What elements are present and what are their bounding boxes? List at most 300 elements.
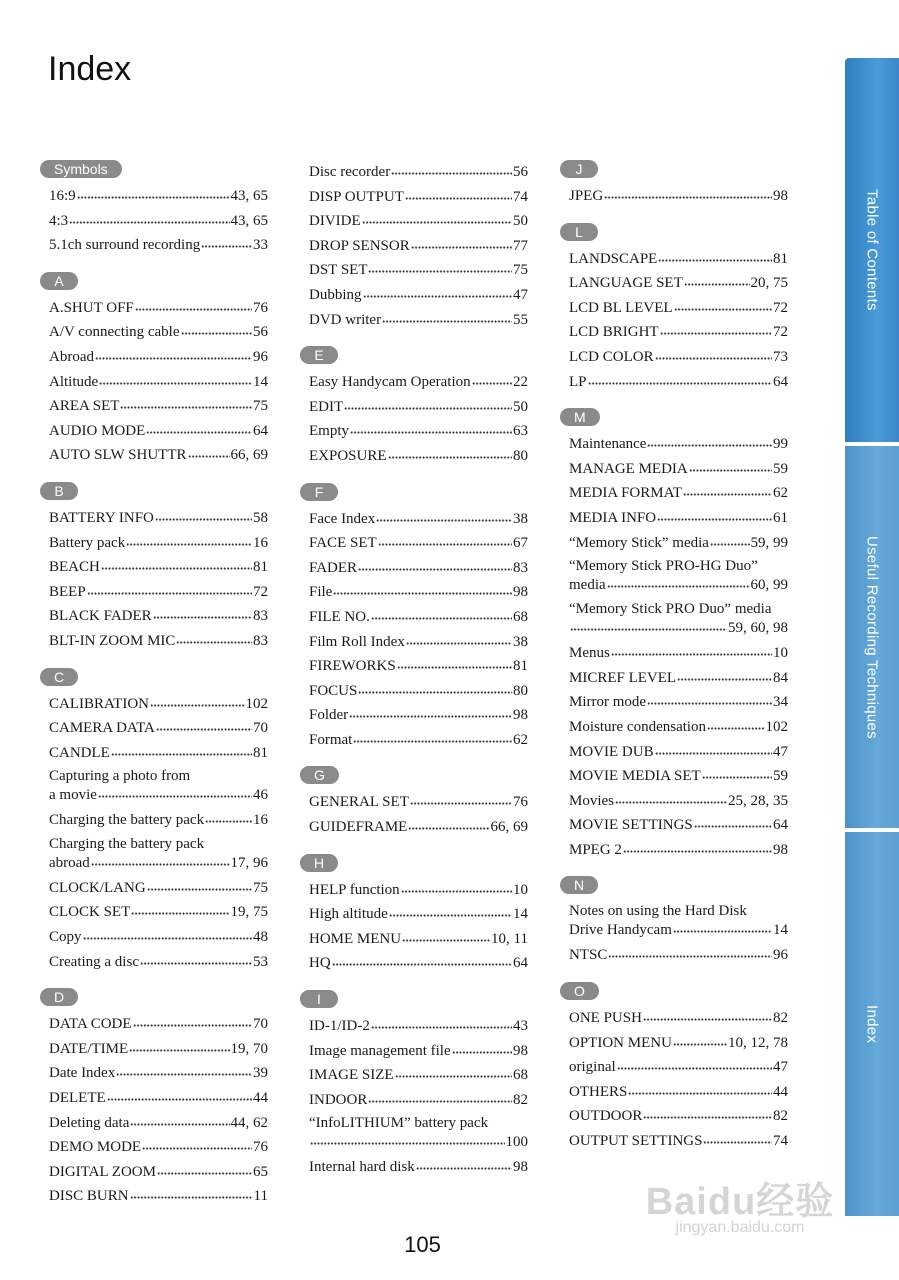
index-entry[interactable] <box>569 247 788 272</box>
index-pages: 80 <box>513 682 528 699</box>
index-term: ID-1/ID-2 <box>309 1018 370 1035</box>
dot-leader <box>397 655 512 669</box>
index-pages: 98 <box>513 707 528 724</box>
index-pages: 74 <box>773 1133 788 1150</box>
index-entry[interactable] <box>49 741 268 766</box>
index-term: BLACK FADER <box>49 608 152 625</box>
index-entry[interactable] <box>309 283 528 308</box>
index-entry[interactable] <box>49 716 268 741</box>
index-pages: 102 <box>245 695 268 712</box>
index-entry[interactable] <box>49 1160 268 1185</box>
section-letter-badge: M <box>560 408 600 426</box>
dot-leader <box>362 210 512 224</box>
index-entry[interactable] <box>309 1014 528 1039</box>
dot-leader <box>410 791 512 805</box>
dot-leader <box>607 575 750 588</box>
dot-leader <box>156 717 252 731</box>
index-pages: 72 <box>253 583 268 600</box>
index-entry[interactable] <box>309 728 528 753</box>
index-pages: 39 <box>253 1065 268 1082</box>
index-entry[interactable] <box>569 370 788 395</box>
index-term: DVD writer <box>309 311 382 328</box>
index-term: 16:9 <box>49 188 76 204</box>
index-entry[interactable] <box>49 876 268 901</box>
index-entry[interactable] <box>309 556 528 581</box>
index-pages: 82 <box>513 1091 528 1108</box>
dot-leader <box>615 790 727 804</box>
index-entry[interactable] <box>49 443 268 468</box>
section-letter-badge: A <box>40 272 78 290</box>
index-term: DISC BURN <box>49 1188 129 1205</box>
dot-leader <box>405 186 512 200</box>
index-entry[interactable] <box>309 1155 528 1180</box>
index-section <box>40 988 268 1209</box>
dot-leader <box>703 1130 772 1144</box>
index-entry[interactable] <box>49 209 268 234</box>
index-term: LCD COLOR <box>569 348 654 365</box>
index-entry[interactable] <box>309 1039 528 1064</box>
index-pages: 59 <box>773 460 788 477</box>
index-entry[interactable] <box>309 605 528 630</box>
index-term: CANDLE <box>49 744 110 761</box>
index-pages: 72 <box>773 324 788 341</box>
index-pages: 64 <box>773 817 788 834</box>
dot-leader <box>402 928 490 942</box>
index-term: DST SET <box>309 262 368 279</box>
index-term: OTHERS <box>569 1083 628 1100</box>
index-term: FACE SET <box>309 535 377 552</box>
index-section <box>300 766 528 839</box>
index-section <box>40 272 268 468</box>
dot-leader <box>611 642 772 656</box>
index-pages: 74 <box>513 188 528 205</box>
index-entry[interactable] <box>569 506 788 531</box>
index-entry[interactable] <box>309 160 528 185</box>
index-term: Menus <box>569 645 610 662</box>
index-pages: 43, 65 <box>230 188 268 204</box>
index-entry[interactable] <box>569 481 788 506</box>
dot-leader <box>176 630 252 644</box>
index-term: DEMO MODE <box>49 1139 142 1156</box>
tab-useful-recording-techniques[interactable] <box>845 446 899 828</box>
index-term: CLOCK SET <box>49 904 131 921</box>
index-term: Charging the battery pack <box>49 812 205 829</box>
index-entry[interactable] <box>49 506 268 531</box>
index-entry[interactable] <box>569 838 788 863</box>
index-pages: 70 <box>253 1016 268 1033</box>
index-entry[interactable] <box>569 740 788 765</box>
index-pages: 65 <box>253 1163 268 1180</box>
index-pages: 60, 99 <box>750 577 788 594</box>
index-term: Copy <box>49 929 82 946</box>
index-entry[interactable] <box>49 1184 268 1209</box>
index-entry[interactable] <box>49 1037 268 1062</box>
index-entry[interactable] <box>569 666 788 691</box>
index-pages: 64 <box>253 422 268 439</box>
index-entry[interactable] <box>569 457 788 482</box>
index-pages: 48 <box>253 929 268 946</box>
index-entry[interactable] <box>309 951 528 976</box>
index-pages: 46 <box>253 787 268 804</box>
index-entry[interactable] <box>569 531 788 556</box>
index-term: Mirror mode <box>569 694 647 711</box>
index-entry[interactable] <box>309 654 528 679</box>
dot-leader <box>358 557 512 571</box>
dot-leader <box>368 1089 512 1103</box>
index-term: JPEG <box>569 188 604 204</box>
index-entry[interactable] <box>49 580 268 605</box>
index-pages: 10, 11 <box>491 930 528 947</box>
index-entry[interactable] <box>49 1012 268 1037</box>
dot-leader <box>371 606 512 620</box>
index-term: MEDIA FORMAT <box>569 485 682 502</box>
index-entry-line2 <box>569 619 788 638</box>
index-pages: 44, 62 <box>230 1114 268 1131</box>
tab-label: Useful Recording Techniques <box>863 535 881 739</box>
dot-leader <box>588 371 772 385</box>
index-term: DATA CODE <box>49 1016 132 1033</box>
index-entry[interactable] <box>569 320 788 345</box>
index-entry[interactable] <box>49 531 268 556</box>
index-entry[interactable] <box>49 900 268 925</box>
index-term: MEDIA INFO <box>569 509 657 526</box>
index-pages: 75 <box>513 262 528 279</box>
index-entry[interactable] <box>49 296 268 321</box>
index-entry[interactable] <box>569 296 788 321</box>
index-entry-line2 <box>49 854 268 873</box>
dot-leader <box>604 185 772 199</box>
index-entry[interactable] <box>49 925 268 950</box>
index-entry[interactable] <box>309 927 528 952</box>
dot-leader <box>643 1105 772 1119</box>
index-section <box>300 990 528 1180</box>
index-entry[interactable] <box>309 878 528 903</box>
index-entry[interactable] <box>569 1129 788 1154</box>
index-entry[interactable] <box>569 432 788 457</box>
index-pages: 76 <box>513 794 528 811</box>
watermark-logo: Baidu经验 <box>645 1181 835 1223</box>
index-entry[interactable] <box>569 715 788 740</box>
dot-leader <box>107 1087 252 1101</box>
dot-leader <box>617 1056 772 1070</box>
dot-leader <box>91 853 230 866</box>
index-entry[interactable] <box>49 833 268 876</box>
index-pages: 34 <box>773 694 788 711</box>
dot-leader <box>83 926 252 940</box>
index-entry[interactable] <box>569 813 788 838</box>
index-entry[interactable] <box>309 790 528 815</box>
dot-leader <box>411 235 512 249</box>
index-pages: 44 <box>773 1083 788 1100</box>
index-term: HOME MENU <box>309 930 402 947</box>
index-entry[interactable] <box>569 764 788 789</box>
index-pages: 76 <box>253 1139 268 1156</box>
index-entry[interactable] <box>569 1080 788 1105</box>
index-entry[interactable] <box>309 507 528 532</box>
index-pages: 43, 65 <box>230 212 268 229</box>
index-term: BATTERY INFO <box>49 509 154 526</box>
index-entry[interactable] <box>49 808 268 833</box>
index-pages: 10, 12, 78 <box>728 1034 788 1051</box>
index-entry[interactable] <box>309 679 528 704</box>
index-term: MICREF LEVEL <box>569 669 677 686</box>
index-entry[interactable] <box>49 320 268 345</box>
index-entry[interactable] <box>569 1055 788 1080</box>
index-pages: 25, 28, 35 <box>728 792 788 809</box>
dot-leader <box>416 1156 512 1170</box>
index-term: Film Roll Index <box>309 633 405 650</box>
index-pages: 17, 96 <box>230 854 268 871</box>
index-entry[interactable] <box>49 1135 268 1160</box>
index-entry[interactable] <box>309 1088 528 1113</box>
dot-leader <box>353 729 512 743</box>
index-entry[interactable] <box>309 395 528 420</box>
index-pages: 59, 99 <box>750 534 788 551</box>
index-term: CALIBRATION <box>49 695 149 712</box>
dot-leader <box>382 309 512 323</box>
dot-leader <box>116 1062 252 1076</box>
index-term: MOVIE SETTINGS <box>569 817 693 834</box>
index-entry[interactable] <box>49 1111 268 1136</box>
section-letter-badge: B <box>40 482 78 500</box>
index-section <box>560 408 788 862</box>
index-entry[interactable] <box>309 419 528 444</box>
dot-leader <box>452 1040 512 1054</box>
dot-leader <box>684 272 750 286</box>
dot-leader <box>623 839 772 853</box>
index-entry[interactable] <box>309 185 528 210</box>
dot-leader <box>702 765 772 779</box>
dot-leader <box>658 248 772 262</box>
index-term: Notes on using the Hard Disk <box>569 903 747 920</box>
index-entry[interactable] <box>309 630 528 655</box>
dot-leader <box>333 581 512 595</box>
index-section <box>40 482 268 654</box>
dot-leader <box>391 161 512 175</box>
index-pages: 44 <box>253 1090 268 1107</box>
index-term: Internal hard disk <box>309 1159 415 1176</box>
tab-table-of-contents[interactable] <box>845 58 899 442</box>
index-pages: 33 <box>253 237 268 254</box>
section-letter-badge: G <box>300 766 339 784</box>
index-entry[interactable] <box>309 444 528 469</box>
index-pages: 98 <box>773 841 788 858</box>
index-term: BLT-IN ZOOM MIC <box>49 632 176 649</box>
dot-leader <box>101 556 252 570</box>
index-term: LANDSCAPE <box>569 250 658 267</box>
dot-leader <box>147 877 252 891</box>
dot-leader <box>660 321 772 335</box>
index-term: MOVIE MEDIA SET <box>569 768 701 785</box>
index-term: HELP function <box>309 881 400 898</box>
dot-leader <box>157 1161 252 1175</box>
index-entry[interactable] <box>569 271 788 296</box>
index-entry[interactable] <box>569 1006 788 1031</box>
dot-leader <box>673 1032 727 1046</box>
section-letter-badge: J <box>560 160 598 178</box>
index-entry[interactable] <box>569 690 788 715</box>
dot-leader <box>129 1038 229 1052</box>
dot-leader <box>655 346 772 360</box>
section-letter-badge: I <box>300 990 338 1008</box>
index-term: A/V connecting cable <box>49 324 180 341</box>
index-entry-line2 <box>569 576 788 595</box>
index-entry[interactable] <box>569 598 788 641</box>
dot-leader <box>694 814 772 828</box>
index-entry[interactable] <box>49 233 268 258</box>
index-entry[interactable] <box>309 1112 528 1155</box>
index-entry[interactable] <box>49 555 268 580</box>
dot-leader <box>350 420 512 434</box>
dot-leader <box>120 395 252 409</box>
index-term: Capturing a photo from <box>49 768 191 785</box>
index-pages: 99 <box>773 436 788 453</box>
index-entry[interactable] <box>569 345 788 370</box>
index-section <box>560 982 788 1154</box>
dot-leader <box>111 742 252 756</box>
index-entry[interactable] <box>49 1061 268 1086</box>
index-entry[interactable] <box>309 258 528 283</box>
dot-leader <box>674 297 772 311</box>
dot-leader <box>332 952 512 966</box>
index-term: High altitude <box>309 906 388 923</box>
index-entry[interactable] <box>569 1031 788 1056</box>
index-term: GENERAL SET <box>309 794 409 811</box>
index-entry[interactable] <box>569 943 788 968</box>
dot-leader <box>707 716 764 730</box>
index-entry[interactable] <box>569 184 788 209</box>
index-entry[interactable] <box>49 692 268 717</box>
index-term: Creating a disc <box>49 953 139 970</box>
index-pages: 76 <box>253 299 268 316</box>
index-term: GUIDEFRAME <box>309 819 408 836</box>
index-entry[interactable] <box>49 604 268 629</box>
index-entry[interactable] <box>309 703 528 728</box>
index-pages: 58 <box>253 509 268 526</box>
index-pages: 83 <box>253 608 268 625</box>
index-term: Abroad <box>49 348 94 365</box>
section-letter-badge: H <box>300 854 338 872</box>
index-entry[interactable] <box>309 209 528 234</box>
dot-leader <box>95 346 252 360</box>
index-pages: 80 <box>513 447 528 464</box>
index-entry[interactable] <box>49 184 268 209</box>
section-letter-badge: D <box>40 988 78 1006</box>
dot-leader <box>188 444 230 458</box>
index-term: MOVIE DUB <box>569 743 654 760</box>
index-pages: 82 <box>773 1108 788 1125</box>
index-entry[interactable] <box>309 531 528 556</box>
dot-leader <box>472 371 512 385</box>
index-section <box>300 160 528 332</box>
index-term-continued: Drive Handycam <box>569 922 672 939</box>
index-pages: 22 <box>513 374 528 391</box>
index-entry[interactable] <box>309 308 528 333</box>
dot-leader <box>153 605 252 619</box>
index-pages: 100 <box>505 1134 528 1151</box>
index-pages: 82 <box>773 1010 788 1027</box>
index-pages: 75 <box>253 879 268 896</box>
index-term: INDOOR <box>309 1091 368 1108</box>
index-term: 5.1ch surround recording <box>49 237 201 254</box>
dot-leader <box>677 667 772 681</box>
index-term: LCD BRIGHT <box>569 324 659 341</box>
index-entry[interactable] <box>569 900 788 943</box>
tab-index[interactable] <box>845 832 899 1216</box>
index-entry[interactable] <box>569 1104 788 1129</box>
index-pages: 68 <box>513 608 528 625</box>
index-section <box>300 483 528 753</box>
index-entry[interactable] <box>569 555 788 598</box>
index-pages: 47 <box>773 1059 788 1076</box>
index-entry[interactable] <box>569 641 788 666</box>
index-entry[interactable] <box>49 370 268 395</box>
index-pages: 84 <box>773 669 788 686</box>
dot-leader <box>376 508 512 522</box>
dot-leader <box>77 185 230 199</box>
index-pages: 38 <box>513 633 528 650</box>
index-entry[interactable] <box>49 394 268 419</box>
dot-leader <box>371 1015 512 1029</box>
index-entry[interactable] <box>49 629 268 654</box>
index-entry[interactable] <box>309 580 528 605</box>
index-pages: 50 <box>513 213 528 230</box>
index-entry[interactable] <box>309 370 528 395</box>
index-term: AUTO SLW SHUTTR <box>49 447 187 464</box>
index-section <box>40 668 268 975</box>
index-column-2 <box>300 160 528 1194</box>
index-entry[interactable] <box>49 765 268 808</box>
index-section <box>300 854 528 976</box>
index-entry[interactable] <box>49 1086 268 1111</box>
index-pages: 16 <box>253 534 268 551</box>
dot-leader <box>130 1112 229 1126</box>
index-pages: 96 <box>773 947 788 964</box>
index-entry[interactable] <box>569 789 788 814</box>
index-entry[interactable] <box>309 902 528 927</box>
index-term: EDIT <box>309 398 344 415</box>
index-term: CLOCK/LANG <box>49 879 146 896</box>
dot-leader <box>388 445 512 459</box>
index-entry[interactable] <box>309 815 528 840</box>
index-term: DATE/TIME <box>49 1040 129 1057</box>
dot-leader <box>98 785 252 798</box>
index-term: Charging the battery pack <box>49 835 205 852</box>
index-pages: 98 <box>513 1042 528 1059</box>
index-pages: 14 <box>773 922 788 939</box>
index-entry[interactable] <box>49 345 268 370</box>
index-entry[interactable] <box>309 234 528 259</box>
index-pages: 11 <box>253 1188 268 1205</box>
index-pages: 81 <box>253 744 268 761</box>
dot-leader <box>205 809 252 823</box>
index-entry[interactable] <box>49 950 268 975</box>
index-term: “InfoLITHIUM” battery pack <box>309 1115 489 1132</box>
dot-leader <box>378 532 512 546</box>
dot-leader <box>655 741 772 755</box>
index-entry[interactable] <box>309 1063 528 1088</box>
index-term: DIVIDE <box>309 213 361 230</box>
watermark <box>640 1170 840 1237</box>
index-entry[interactable] <box>49 419 268 444</box>
watermark-url: jingyan.baidu.com <box>675 1219 805 1236</box>
index-pages: 77 <box>513 237 528 254</box>
index-pages: 19, 75 <box>230 904 268 921</box>
index-pages: 59, 60, 98 <box>728 620 788 637</box>
index-pages: 47 <box>513 286 528 303</box>
index-term: Empty <box>309 423 349 440</box>
index-term: Easy Handycam Operation <box>309 374 471 391</box>
